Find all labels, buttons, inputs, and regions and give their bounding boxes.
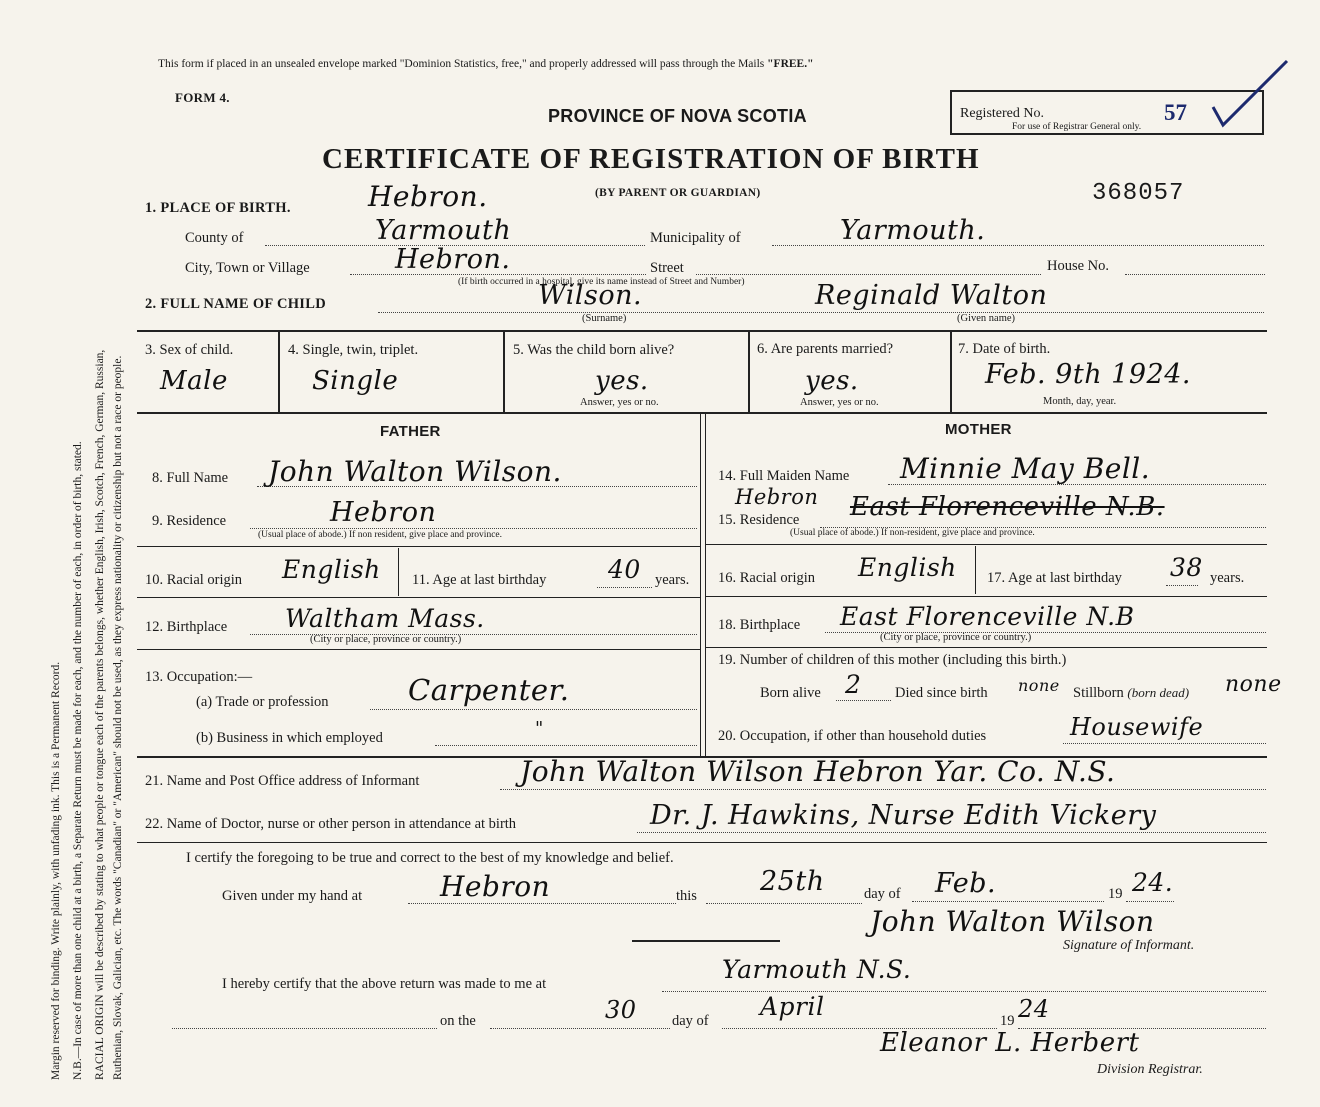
page-subtitle: (BY PARENT OR GUARDIAN) <box>595 187 761 199</box>
county-value: Yarmouth <box>375 215 512 246</box>
city-label: City, Town or Village <box>185 260 310 276</box>
stillborn-label-text: Stillborn <box>1073 685 1124 701</box>
registrar-note: For use of Registrar General only. <box>1012 122 1142 132</box>
date-of-birth-label: 7. Date of birth. <box>958 341 1051 357</box>
checkmark-icon <box>1205 55 1295 135</box>
place-of-birth-label: 1. PLACE OF BIRTH. <box>145 200 291 216</box>
mother-birthplace-caption: (City or place, province or country.) <box>880 632 1032 643</box>
registrar-day-of-label: day of <box>672 1013 709 1029</box>
mother-age-value: 38 <box>1170 553 1203 582</box>
city-value: Hebron. <box>395 244 511 275</box>
serial-number: 368057 <box>1092 180 1185 207</box>
informant-value: John Walton Wilson Hebron Yar. Co. N.S. <box>520 755 1116 788</box>
given-day-value: 25th <box>760 866 825 897</box>
attendant-label: 22. Name of Doctor, nurse or other person in attendance at birth <box>145 816 517 832</box>
margin-binding-note: Margin reserved for binding. Write plainly, with unfading ink. This is a Permanent Record. <box>50 661 62 1080</box>
mother-birthplace-label: 18. Birthplace <box>718 617 801 633</box>
parents-married-label: 6. Are parents married? <box>757 341 894 357</box>
mother-residence-label: 15. Residence <box>718 512 800 528</box>
born-alive-label: 5. Was the child born alive? <box>513 342 675 358</box>
mother-name-value: Minnie May Bell. <box>900 452 1151 485</box>
attendant-value: Dr. J. Hawkins, Nurse Edith Vickery <box>650 800 1157 831</box>
mother-heading: MOTHER <box>945 421 1012 438</box>
house-number-label: House No. <box>1047 258 1110 274</box>
died-since-birth-label: Died since birth <box>895 685 988 701</box>
informant-label: 21. Name and Post Office address of Informant <box>145 773 420 789</box>
registrar-on-the-label: on the <box>440 1013 476 1029</box>
stillborn-value: none <box>1225 672 1282 697</box>
father-racial-origin-value: English <box>282 555 381 584</box>
father-birthplace-caption: (City or place, province or country.) <box>310 634 462 645</box>
father-name-value: John Walton Wilson. <box>268 455 562 488</box>
father-birthplace-value: Waltham Mass. <box>285 604 485 633</box>
street-note: (If birth occurred in a hospital, give its name instead of Street and Number) <box>458 277 745 287</box>
mother-racial-origin-label: 16. Racial origin <box>718 570 816 586</box>
single-twin-label: 4. Single, twin, triplet. <box>288 342 419 358</box>
municipality-value: Yarmouth. <box>840 215 986 246</box>
mail-note-text: This form if placed in an unsealed envelope marked "Dominion Statistics, free," and properly addressed will pass through the Mails <box>158 58 765 70</box>
form-number: FORM 4. <box>175 90 230 105</box>
place-of-birth-value: Hebron. <box>368 180 488 213</box>
street-label: Street <box>650 260 684 276</box>
margin-racial-origin-note-cont: Ruthenian, Slovak, Galician, etc. The words "Canadian" or "American" should not be used, as they express nationality or citizenship but not a race or people. <box>112 355 124 1080</box>
child-surname-value: Wilson. <box>538 280 643 311</box>
child-given-caption: (Given name) <box>957 313 1016 324</box>
sex-label: 3. Sex of child. <box>145 342 234 358</box>
given-this-label: this <box>676 888 697 904</box>
stillborn-note: (born dead) <box>1127 685 1190 700</box>
mother-residence-struck: East Florenceville N.B. <box>850 492 1165 522</box>
mail-note-free: "FREE." <box>767 58 814 70</box>
child-given-value: Reginald Walton <box>815 280 1048 311</box>
given-day-of-label: day of <box>864 886 901 902</box>
given-month-value: Feb. <box>935 868 997 899</box>
certification-statement: I certify the foregoing to be true and correct to the best of my knowledge and belief. <box>186 850 674 866</box>
father-residence-value: Hebron <box>330 497 437 528</box>
informant-signature-caption: Signature of Informant. <box>1063 938 1195 953</box>
father-trade-label: (a) Trade or profession <box>196 694 329 710</box>
informant-signature: John Walton Wilson <box>870 905 1155 938</box>
born-alive-count-label: Born alive <box>760 685 821 701</box>
parents-married-value: yes. <box>805 366 859 396</box>
margin-nb-note: N.B.—In case of more than one child at a birth, a Separate Return must be made for each, and the number of each, in order of birth, stated. <box>72 441 84 1080</box>
registrar-month-value: April <box>760 992 825 1021</box>
father-name-label: 8. Full Name <box>152 470 229 486</box>
registrar-day-value: 30 <box>605 996 637 1024</box>
stillborn-label <box>1073 685 1189 702</box>
born-alive-caption: Answer, yes or no. <box>580 397 659 408</box>
father-residence-label: 9. Residence <box>152 513 227 529</box>
given-place-value: Hebron <box>440 870 551 903</box>
father-residence-caption: (Usual place of abode.) If non resident, give place and province. <box>258 530 502 540</box>
father-occupation-label: 13. Occupation:— <box>145 669 253 685</box>
registrar-signature: Eleanor L. Herbert <box>880 1028 1140 1058</box>
father-business-label: (b) Business in which employed <box>196 730 383 746</box>
born-alive-value: yes. <box>595 366 649 396</box>
mother-residence-caption: (Usual place of abode.) If non-resident, give place and province. <box>790 528 1035 538</box>
county-label: County of <box>185 230 244 246</box>
given-year-value: 24. <box>1132 868 1174 897</box>
registrar-signature-caption: Division Registrar. <box>1097 1062 1203 1077</box>
father-trade-value: Carpenter. <box>408 673 570 707</box>
father-age-value: 40 <box>608 555 641 584</box>
mother-age-unit: years. <box>1210 570 1245 586</box>
father-heading: FATHER <box>380 423 441 440</box>
born-alive-count-value: 2 <box>845 670 862 699</box>
sex-value: Male <box>160 366 228 396</box>
single-twin-value: Single <box>312 366 399 396</box>
margin-racial-origin-note: RACIAL ORIGIN will be described by stating to what people or tongue each of the parents belongs, whether English, Irish, Scotch, French, German, Russian, <box>94 349 106 1080</box>
registered-label: Registered No. <box>960 106 1044 121</box>
mother-birthplace-value: East Florenceville N.B <box>840 602 1135 631</box>
date-of-birth-caption: Month, day, year. <box>1043 396 1117 407</box>
mother-age-label: 17. Age at last birthday <box>987 570 1122 586</box>
mother-occupation-label: 20. Occupation, if other than household duties <box>718 728 987 744</box>
registered-number: 57 <box>1164 100 1187 125</box>
child-surname-caption: (Surname) <box>582 313 627 324</box>
registrar-year-value: 24 <box>1018 995 1050 1023</box>
died-since-birth-value: none <box>1018 676 1060 695</box>
given-under-hand-label: Given under my hand at <box>222 888 363 904</box>
mother-residence-value: Hebron <box>735 485 819 509</box>
registrar-place-value: Yarmouth N.S. <box>722 955 912 984</box>
registrar-year-prefix: 19 <box>1000 1013 1015 1029</box>
date-of-birth-value: Feb. 9th 1924. <box>985 359 1191 390</box>
father-age-unit: years. <box>655 572 690 588</box>
mother-racial-origin-value: English <box>858 553 957 582</box>
municipality-label: Municipality of <box>650 230 741 246</box>
province-heading: PROVINCE OF NOVA SCOTIA <box>548 106 807 126</box>
father-business-value: " <box>535 718 544 739</box>
child-name-label: 2. FULL NAME OF CHILD <box>145 296 326 312</box>
registrar-statement: I hereby certify that the above return was made to me at <box>222 976 547 992</box>
father-birthplace-label: 12. Birthplace <box>145 619 228 635</box>
father-racial-origin-label: 10. Racial origin <box>145 572 243 588</box>
mother-name-label: 14. Full Maiden Name <box>718 468 850 484</box>
mail-note <box>158 58 813 70</box>
parents-married-caption: Answer, yes or no. <box>800 397 879 408</box>
mother-children-label: 19. Number of children of this mother (including this birth.) <box>718 652 1067 668</box>
father-age-label: 11. Age at last birthday <box>412 572 547 588</box>
page-title: CERTIFICATE OF REGISTRATION OF BIRTH <box>322 143 980 175</box>
mother-occupation-value: Housewife <box>1070 713 1204 741</box>
given-year-prefix: 19 <box>1108 886 1123 902</box>
